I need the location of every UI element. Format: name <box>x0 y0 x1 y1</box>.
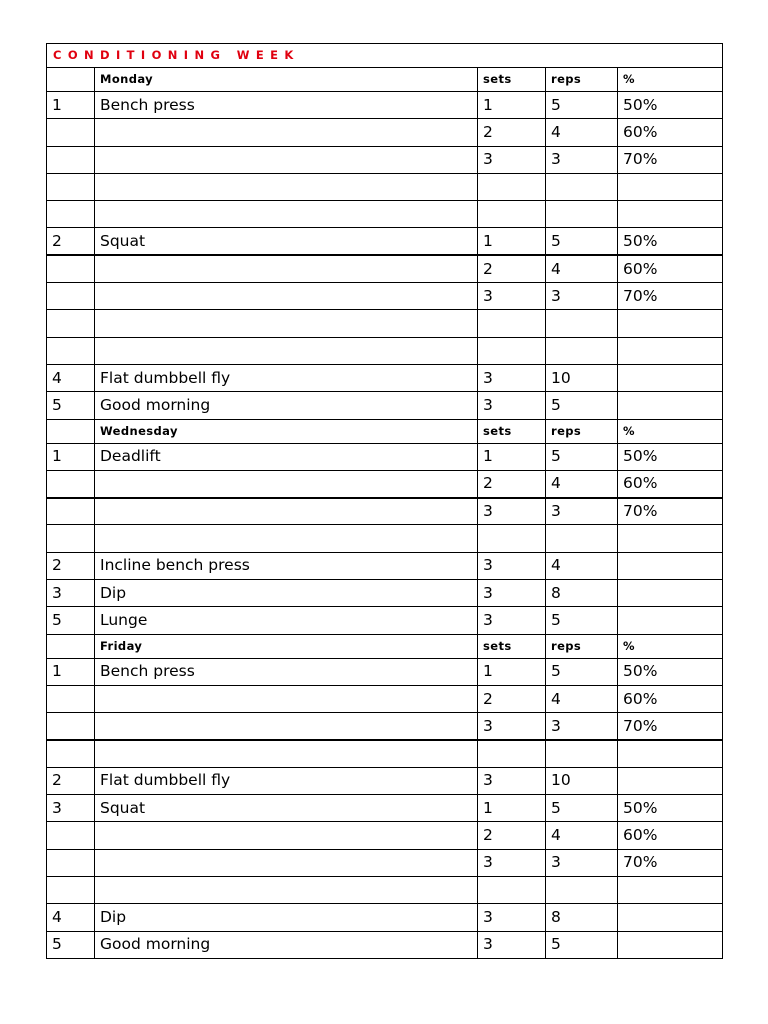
sets-value: 2 <box>478 255 546 282</box>
sets-value <box>478 337 546 364</box>
exercise-name <box>95 255 478 282</box>
percent-value: 70% <box>618 498 723 525</box>
exercise-name <box>95 713 478 740</box>
exercise-row <box>47 904 723 931</box>
exercise-row <box>47 877 723 904</box>
reps-value: 4 <box>546 822 618 849</box>
exercise-number: 2 <box>47 552 95 579</box>
exercise-number: 3 <box>47 795 95 822</box>
percent-value: 60% <box>618 822 723 849</box>
percent-value: 50% <box>618 658 723 685</box>
percent-value <box>618 552 723 579</box>
exercise-row <box>47 119 723 146</box>
sets-value <box>478 525 546 552</box>
exercise-row <box>47 767 723 794</box>
exercise-row <box>47 92 723 119</box>
exercise-name: Dip <box>95 580 478 607</box>
percent-value <box>618 580 723 607</box>
exercise-row <box>47 173 723 200</box>
sets-value <box>478 740 546 767</box>
exercise-name: Good morning <box>95 931 478 958</box>
sets-value <box>478 201 546 228</box>
exercise-number <box>47 283 95 310</box>
sets-value: 1 <box>478 658 546 685</box>
exercise-name <box>95 201 478 228</box>
exercise-number: 1 <box>47 658 95 685</box>
exercise-name: Good morning <box>95 392 478 419</box>
exercise-number <box>47 685 95 712</box>
exercise-name <box>95 685 478 712</box>
percent-value: 60% <box>618 255 723 282</box>
day-header-blank <box>47 419 95 443</box>
percent-value: 60% <box>618 119 723 146</box>
exercise-name <box>95 283 478 310</box>
percent-value <box>618 904 723 931</box>
percent-value: 60% <box>618 470 723 497</box>
exercise-name <box>95 173 478 200</box>
day-name: Wednesday <box>95 419 478 443</box>
exercise-row <box>47 849 723 876</box>
exercise-number <box>47 525 95 552</box>
sets-value: 3 <box>478 607 546 634</box>
exercise-number <box>47 740 95 767</box>
sets-value: 2 <box>478 822 546 849</box>
exercise-number <box>47 498 95 525</box>
exercise-number: 4 <box>47 364 95 391</box>
exercise-row <box>47 658 723 685</box>
exercise-name <box>95 525 478 552</box>
percent-value: 70% <box>618 283 723 310</box>
exercise-number <box>47 119 95 146</box>
sets-value: 3 <box>478 580 546 607</box>
reps-value: 5 <box>546 228 618 255</box>
sets-value: 3 <box>478 498 546 525</box>
sets-value: 1 <box>478 795 546 822</box>
reps-value: 3 <box>546 498 618 525</box>
exercise-row <box>47 443 723 470</box>
sets-value: 3 <box>478 849 546 876</box>
day-header-row <box>47 634 723 658</box>
exercise-row <box>47 931 723 958</box>
reps-value <box>546 310 618 337</box>
reps-value <box>546 173 618 200</box>
exercise-name: Bench press <box>95 92 478 119</box>
reps-value: 8 <box>546 580 618 607</box>
sets-value: 3 <box>478 767 546 794</box>
exercise-number: 5 <box>47 392 95 419</box>
percent-value: 70% <box>618 146 723 173</box>
reps-value: 5 <box>546 92 618 119</box>
title-row <box>47 44 723 68</box>
exercise-name: Flat dumbbell fly <box>95 364 478 391</box>
reps-value: 4 <box>546 552 618 579</box>
exercise-number: 5 <box>47 607 95 634</box>
exercise-row <box>47 255 723 282</box>
percent-value <box>618 310 723 337</box>
exercise-number: 4 <box>47 904 95 931</box>
percent-header: % <box>618 68 723 92</box>
exercise-number <box>47 849 95 876</box>
exercise-number <box>47 173 95 200</box>
exercise-number: 2 <box>47 228 95 255</box>
reps-value: 4 <box>546 470 618 497</box>
day-header-blank <box>47 634 95 658</box>
percent-value: 60% <box>618 685 723 712</box>
exercise-name: Squat <box>95 795 478 822</box>
exercise-number <box>47 877 95 904</box>
exercise-row <box>47 685 723 712</box>
exercise-name <box>95 822 478 849</box>
exercise-row <box>47 392 723 419</box>
percent-header: % <box>618 419 723 443</box>
exercise-number: 1 <box>47 443 95 470</box>
sets-value: 1 <box>478 443 546 470</box>
sets-value <box>478 173 546 200</box>
table-title: CONDITIONING WEEK <box>47 44 723 68</box>
exercise-number <box>47 146 95 173</box>
exercise-number <box>47 201 95 228</box>
exercise-name <box>95 310 478 337</box>
exercise-row <box>47 283 723 310</box>
sets-value: 1 <box>478 228 546 255</box>
sets-value: 3 <box>478 931 546 958</box>
sets-value: 2 <box>478 685 546 712</box>
reps-value: 5 <box>546 443 618 470</box>
exercise-row <box>47 525 723 552</box>
exercise-name <box>95 146 478 173</box>
reps-value <box>546 201 618 228</box>
day-name: Monday <box>95 68 478 92</box>
sets-value: 2 <box>478 119 546 146</box>
reps-value: 5 <box>546 658 618 685</box>
exercise-number: 2 <box>47 767 95 794</box>
reps-value <box>546 877 618 904</box>
exercise-row <box>47 607 723 634</box>
reps-value: 3 <box>546 283 618 310</box>
reps-value: 8 <box>546 904 618 931</box>
reps-value: 4 <box>546 255 618 282</box>
percent-value <box>618 201 723 228</box>
exercise-number <box>47 822 95 849</box>
percent-value <box>618 392 723 419</box>
exercise-name <box>95 119 478 146</box>
sets-header: sets <box>478 68 546 92</box>
exercise-row <box>47 580 723 607</box>
exercise-number <box>47 337 95 364</box>
reps-header: reps <box>546 634 618 658</box>
exercise-row <box>47 498 723 525</box>
exercise-name: Incline bench press <box>95 552 478 579</box>
exercise-number: 5 <box>47 931 95 958</box>
exercise-name: Flat dumbbell fly <box>95 767 478 794</box>
exercise-number <box>47 713 95 740</box>
exercise-row <box>47 740 723 767</box>
exercise-name <box>95 740 478 767</box>
percent-value <box>618 337 723 364</box>
exercise-name <box>95 337 478 364</box>
exercise-number: 1 <box>47 92 95 119</box>
exercise-name: Lunge <box>95 607 478 634</box>
exercise-row <box>47 713 723 740</box>
sets-header: sets <box>478 634 546 658</box>
sets-header: sets <box>478 419 546 443</box>
exercise-name: Squat <box>95 228 478 255</box>
reps-value: 5 <box>546 795 618 822</box>
exercise-name <box>95 877 478 904</box>
sets-value <box>478 877 546 904</box>
reps-value: 4 <box>546 685 618 712</box>
percent-value: 50% <box>618 795 723 822</box>
reps-header: reps <box>546 419 618 443</box>
reps-value: 3 <box>546 146 618 173</box>
sets-value: 3 <box>478 392 546 419</box>
reps-value: 3 <box>546 849 618 876</box>
percent-value: 70% <box>618 849 723 876</box>
sets-value: 3 <box>478 283 546 310</box>
exercise-number <box>47 310 95 337</box>
exercise-row <box>47 146 723 173</box>
percent-value <box>618 173 723 200</box>
reps-value: 10 <box>546 767 618 794</box>
exercise-row <box>47 822 723 849</box>
percent-value: 50% <box>618 228 723 255</box>
exercise-row <box>47 228 723 255</box>
exercise-row <box>47 795 723 822</box>
exercise-row <box>47 470 723 497</box>
percent-value <box>618 364 723 391</box>
conditioning-week-table <box>46 43 723 959</box>
percent-value <box>618 767 723 794</box>
sets-value: 3 <box>478 904 546 931</box>
sets-value <box>478 310 546 337</box>
reps-value: 3 <box>546 713 618 740</box>
exercise-row <box>47 552 723 579</box>
sets-value: 3 <box>478 146 546 173</box>
sets-value: 1 <box>478 92 546 119</box>
exercise-name: Bench press <box>95 658 478 685</box>
reps-value <box>546 525 618 552</box>
percent-value <box>618 525 723 552</box>
percent-value <box>618 740 723 767</box>
exercise-name: Deadlift <box>95 443 478 470</box>
exercise-row <box>47 310 723 337</box>
reps-value <box>546 740 618 767</box>
reps-value: 10 <box>546 364 618 391</box>
sets-value: 3 <box>478 364 546 391</box>
exercise-row <box>47 364 723 391</box>
day-header-blank <box>47 68 95 92</box>
sets-value: 3 <box>478 713 546 740</box>
exercise-row <box>47 201 723 228</box>
percent-value: 50% <box>618 92 723 119</box>
exercise-name <box>95 470 478 497</box>
exercise-number <box>47 255 95 282</box>
percent-header: % <box>618 634 723 658</box>
percent-value <box>618 877 723 904</box>
day-name: Friday <box>95 634 478 658</box>
reps-value: 4 <box>546 119 618 146</box>
exercise-name: Dip <box>95 904 478 931</box>
percent-value: 50% <box>618 443 723 470</box>
percent-value: 70% <box>618 713 723 740</box>
sets-value: 3 <box>478 552 546 579</box>
exercise-name <box>95 498 478 525</box>
exercise-name <box>95 849 478 876</box>
exercise-number: 3 <box>47 580 95 607</box>
reps-header: reps <box>546 68 618 92</box>
reps-value: 5 <box>546 607 618 634</box>
reps-value: 5 <box>546 392 618 419</box>
reps-value: 5 <box>546 931 618 958</box>
day-header-row <box>47 419 723 443</box>
sets-value: 2 <box>478 470 546 497</box>
exercise-row <box>47 337 723 364</box>
day-header-row <box>47 68 723 92</box>
percent-value <box>618 931 723 958</box>
exercise-number <box>47 470 95 497</box>
reps-value <box>546 337 618 364</box>
percent-value <box>618 607 723 634</box>
